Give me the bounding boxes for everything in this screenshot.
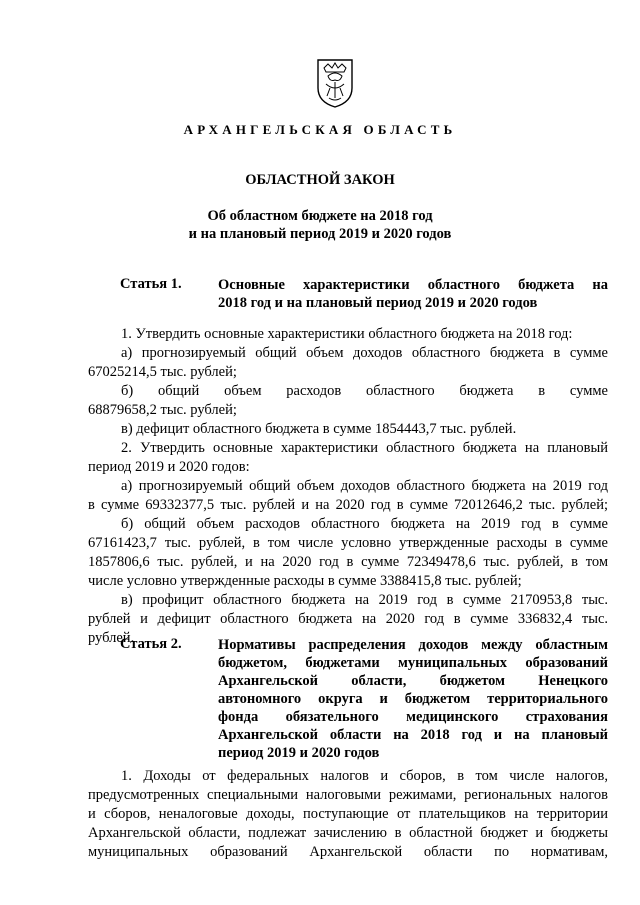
law-type-heading: ОБЛАСТНОЙ ЗАКОН	[245, 172, 395, 188]
paragraph-line: 1. Доходы от федеральных налогов и сборов, в том числе налогов,	[121, 768, 608, 784]
paragraph-line: предусмотренных специальными налоговыми режимами, региональных налогов	[88, 787, 608, 803]
article-1-heading	[218, 276, 608, 312]
law-title-line-2: и на плановый период 2019 и 2020 годов	[188, 226, 452, 242]
paragraph-line: рублей и дефицит областного бюджета на 2020 год в сумме 336832,4 тыс.	[88, 611, 608, 627]
paragraph-line: б) общий объем расходов областного бюджета на 2019 год в сумме	[121, 516, 608, 532]
article-2-heading-line: фонда обязательного медицинского страхования	[218, 709, 608, 725]
article-2-label: Статья 2.	[120, 636, 182, 652]
article-2-heading	[218, 636, 608, 762]
paragraph-line: числе условно утвержденные расходы в сумме 3388415,8 тыс. рублей;	[88, 573, 522, 589]
article-1-heading-line: Основные характеристики областного бюджета на	[218, 277, 608, 293]
paragraph-line: 67161423,7 тыс. рублей, в том числе условно утвержденные расходы в сумме	[88, 535, 608, 551]
paragraph-line: 68879658,2 тыс. рублей;	[88, 402, 237, 418]
paragraph-line: 67025214,5 тыс. рублей;	[88, 364, 237, 380]
article-2-heading-line: бюджетом, бюджетами муниципальных образований	[218, 655, 608, 671]
paragraph-line: в) профицит областного бюджета на 2019 год в сумме 2170953,8 тыс.	[121, 592, 608, 608]
paragraph-line: в) дефицит областного бюджета в сумме 1854443,7 тыс. рублей.	[121, 421, 517, 437]
law-title-line-1: Об областном бюджете на 2018 год	[207, 208, 433, 224]
region-name: АРХАНГЕЛЬСКАЯ ОБЛАСТЬ	[183, 122, 457, 137]
paragraph-line: Архангельской области, подлежат зачислению в областной бюджет и бюджеты	[88, 825, 608, 841]
paragraph-line: 1857806,6 тыс. рублей, и на 2020 год в сумме 72349478,6 тыс. рублей, в том	[88, 554, 608, 570]
paragraph-line: и сборов, неналоговые доходы, поступающие от плательщиков на территории	[88, 806, 608, 822]
paragraph-line: в сумме 69332377,5 тыс. рублей и на 2020 год в сумме 72012646,2 тыс. рублей;	[88, 497, 608, 513]
paragraph-line: а) прогнозируемый общий объем доходов областного бюджета на 2019 год	[121, 478, 608, 494]
article-1-body	[88, 325, 608, 648]
coat-of-arms-icon	[316, 58, 354, 108]
paragraph-line: рублей.	[88, 630, 135, 646]
article-2-heading-line: Нормативы распределения доходов между областным	[218, 637, 608, 653]
paragraph-line: а) прогнозируемый общий объем доходов областного бюджета в сумме	[121, 345, 608, 361]
paragraph-line: б) общий объем расходов областного бюджета в сумме	[121, 383, 608, 399]
article-2-body	[88, 767, 608, 862]
article-2-heading-line: период 2019 и 2020 годов	[218, 745, 380, 761]
law-title	[0, 207, 640, 243]
paragraph-line: муниципальных образований Архангельской области по нормативам,	[88, 844, 608, 860]
article-1-label: Статья 1.	[120, 276, 182, 292]
paragraph-line: 2. Утвердить основные характеристики областного бюджета на плановый	[121, 440, 608, 456]
article-1-heading-line: 2018 год и на плановый период 2019 и 2020 годов	[218, 295, 538, 311]
paragraph-line: период 2019 и 2020 годов:	[88, 459, 250, 475]
paragraph-line: 1. Утвердить основные характеристики областного бюджета на 2018 год:	[121, 326, 573, 342]
article-2-heading-line: автономного округа и бюджетом территориального	[218, 691, 608, 707]
article-2-heading-line: Архангельской области на 2018 год и на плановый	[218, 727, 608, 743]
article-2-heading-line: Архангельской области, бюджетом Ненецкого	[218, 673, 608, 689]
